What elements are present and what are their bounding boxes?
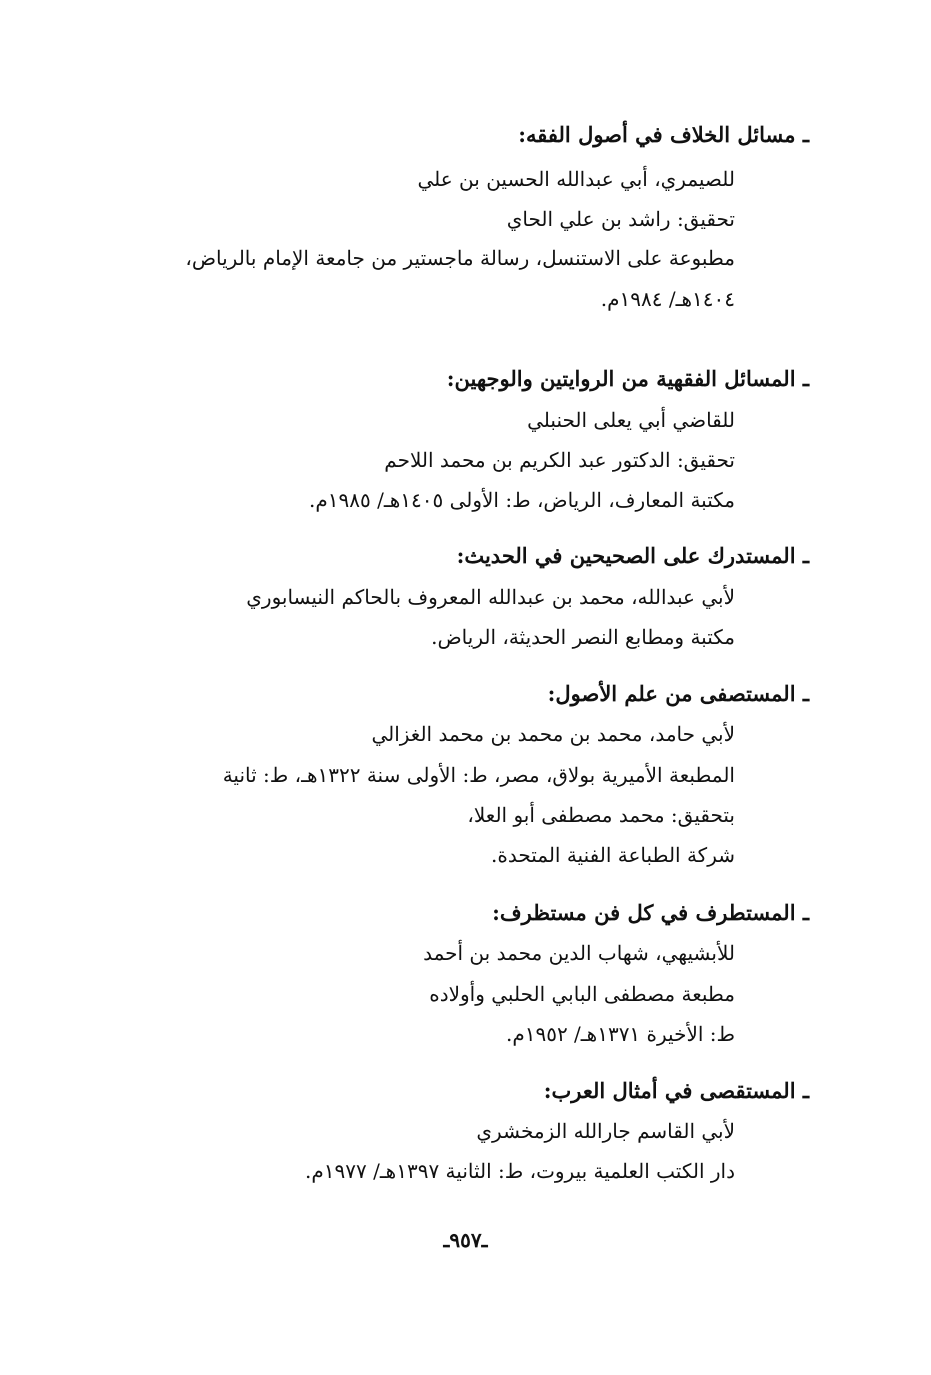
entry-title: ـ المستصفى من علم الأصول: [547,681,809,706]
entry-line: تحقيق: راشد بن علي الحاي [506,207,735,231]
entry-line: مطبوعة على الاستنسل، رسالة ماجستير من جامعة الإمام بالرياض، [185,246,735,270]
entry-line: مكتبة المعارف، الرياض، ط: الأولى ١٤٠٥هـ/ ١٩٨٥م. [309,488,735,512]
entry-line: دار الكتب العلمية بيروت، ط: الثانية ١٣٩٧هـ/ ١٩٧٧م. [305,1159,735,1183]
entry-line: مكتبة ومطابع النصر الحديثة، الرياض. [431,625,735,649]
entry-title: ـ المستدرك على الصحيحين في الحديث: [456,543,809,568]
entry-title: ـ المستقصى في أمثال العرب: [543,1078,809,1103]
entry-line: المطبعة الأميرية بولاق، مصر، ط: الأولى سنة ١٣٢٢هـ، ط: ثانية [222,763,735,787]
entry-line: شركة الطباعة الفنية المتحدة. [490,843,735,867]
entry-line: مطبعة مصطفى البابي الحلبي وأولاده [429,982,735,1006]
entry-line: للقاضي أبي يعلى الحنبلي [527,408,735,432]
entry-line: لأبي حامد، محمد بن محمد بن محمد الغزالي [371,722,735,746]
entry-line: ١٤٠٤هـ/ ١٩٨٤م. [600,287,735,311]
entry-line: بتحقيق: محمد مصطفى أبو العلا، [467,803,735,827]
entry-line: تحقيق: الدكتور عبد الكريم بن محمد اللاحم [384,448,735,472]
entry-title: ـ المسائل الفقهية من الروايتين والوجهين: [446,366,809,391]
entry-line: لأبي القاسم جارالله الزمخشري [476,1119,735,1143]
entry-line: لأبي عبدالله، محمد بن عبدالله المعروف بالحاكم النيسابوري [246,585,735,609]
entry-line: للصيمري، أبي عبدالله الحسين بن علي [417,167,735,191]
entry-line: ط: الأخيرة ١٣٧١هـ/ ١٩٥٢م. [505,1022,735,1046]
page-number: ـ٩٥٧ـ [443,1228,488,1252]
entry-title: ـ المستطرف في كل فن مستظرف: [492,900,809,925]
entry-title: ـ مسائل الخلاف في أصول الفقه: [518,122,809,147]
entry-line: للأبشيهي، شهاب الدين محمد بن أحمد [423,941,735,965]
